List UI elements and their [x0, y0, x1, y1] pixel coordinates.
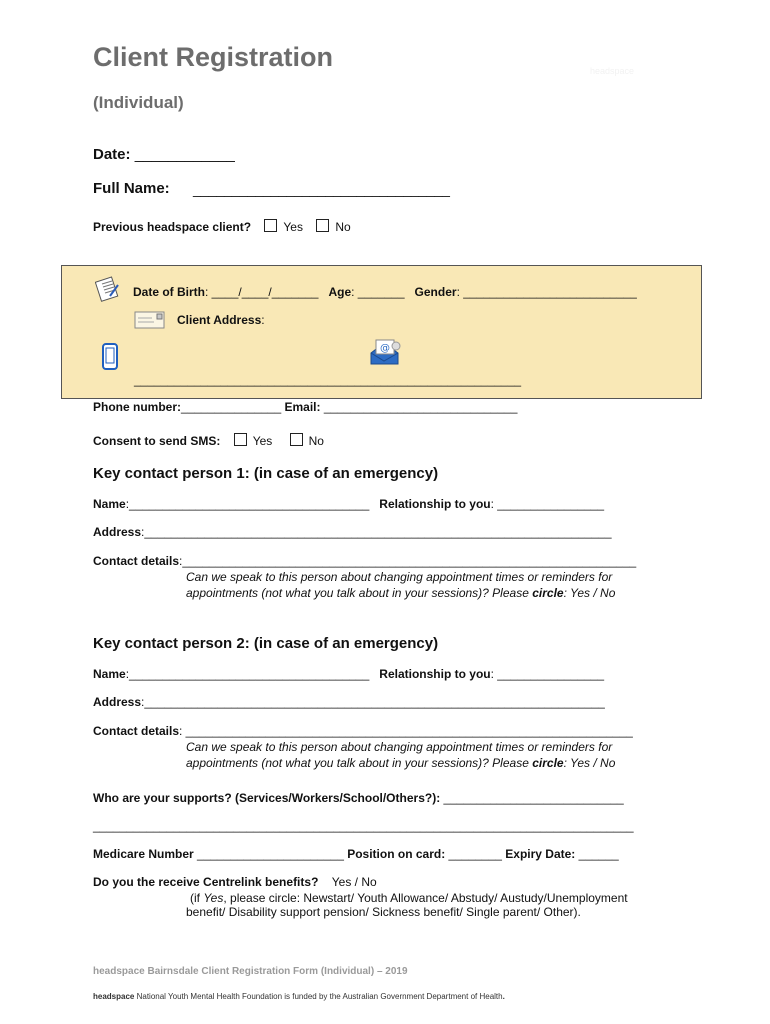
key-contact-1-address-field[interactable]: :______________________________________________________________________ [141, 525, 612, 539]
medicare-number-field[interactable]: ______________________ [193, 847, 348, 861]
email-field[interactable]: _____________________________ [323, 400, 518, 414]
medicare-expiry-label: Expiry Date: [505, 847, 576, 861]
key-contact-1-relationship-label: Relationship to you [379, 497, 491, 511]
phone-field[interactable]: _______________ [181, 400, 282, 414]
centrelink-detail-yes: Yes [203, 891, 224, 905]
key-contact-1-question-line1: Can we speak to this person about changing appointment times or reminders for [186, 570, 613, 584]
gender-label: Gender [414, 285, 457, 299]
key-contact-1-name-field[interactable]: :____________________________________ [125, 497, 370, 511]
client-address-colon: : [261, 313, 265, 327]
phone-email-row [93, 400, 517, 414]
key-contact-2-circle-word: circle [532, 756, 564, 770]
key-contact-1-relationship-field[interactable]: : ________________ [490, 497, 605, 511]
key-contact-1-contact-field[interactable]: :____________________________________________________________________ [179, 554, 637, 568]
footer-funding-text: National Youth Mental Health Foundation is funded by the Australian Government Department of Health [136, 992, 503, 1001]
footer-funding-end: . [502, 992, 505, 1001]
key-contact-1-address-label: Address [93, 525, 142, 539]
key-contact-1-contact-label: Contact details [93, 554, 180, 568]
key-contact-2-question-line1: Can we speak to this person about changing appointment times or reminders for [186, 740, 613, 754]
key-contact-2-options[interactable]: : Yes / No [563, 756, 616, 770]
mobile-phone-icon [101, 343, 119, 371]
previous-client-yes-checkbox[interactable] [264, 219, 277, 232]
footer-funding [93, 992, 505, 1001]
page-subtitle: (Individual) [93, 93, 184, 112]
svg-text:@: @ [380, 343, 390, 354]
dob-field[interactable]: : ____/____/_______ [205, 285, 319, 299]
key-contact-2-relationship-field[interactable]: : ________________ [490, 667, 605, 681]
page-title: Client Registration [93, 42, 334, 72]
key-contact-1-name-label: Name [93, 497, 126, 511]
key-contact-1-heading: Key contact person 1: (in case of an emergency) [93, 465, 439, 482]
supports-field-line2[interactable]: _________________________________________________________________________________ [93, 819, 634, 833]
client-address-field[interactable]: __________________________________________________________ [134, 373, 522, 387]
supports-field[interactable]: ___________________________ [440, 791, 624, 805]
centrelink-detail-prefix: (if [190, 891, 204, 905]
key-contact-1-question-line2 [186, 586, 615, 600]
consent-sms-no-label: No [308, 434, 324, 448]
centrelink-detail-line2[interactable]: benefit/ Disability support pension/ Sickness benefit/ Single parent/ Other). [186, 905, 581, 919]
key-contact-1-circle-word: circle [532, 586, 564, 600]
key-contact-2-contact-label: Contact details [93, 724, 180, 738]
key-contact-1-question-text: appointments (not what you talk about in your sessions)? Please [186, 586, 529, 600]
full-name-field[interactable]: _________________________________ [193, 181, 450, 197]
age-label: Age [328, 285, 352, 299]
key-contact-1-contact-row [93, 554, 636, 568]
dob-row [133, 285, 637, 299]
centrelink-detail-rest[interactable]: , please circle: Newstart/ Youth Allowance/ Abstudy/ Austudy/Unemployment [223, 891, 628, 905]
footer-brand: headspace [93, 992, 135, 1001]
medicare-row [93, 847, 619, 861]
key-contact-2-name-row [93, 667, 604, 681]
previous-client-yes-label: Yes [283, 220, 303, 234]
key-contact-2-relationship-label: Relationship to you [379, 667, 491, 681]
key-contact-2-address-label: Address [93, 695, 142, 709]
centrelink-question: Do you the receive Centrelink benefits? [93, 875, 319, 889]
full-name-label: Full Name: [93, 180, 170, 197]
key-contact-2-address-field[interactable]: :_____________________________________________________________________ [141, 695, 605, 709]
key-contact-2-contact-row [93, 724, 633, 738]
notepad-icon [95, 276, 121, 302]
key-contact-1-options[interactable]: : Yes / No [563, 586, 616, 600]
consent-sms-row [93, 433, 324, 448]
consent-sms-label: Consent to send SMS: [93, 434, 221, 448]
previous-client-label: Previous headspace client? [93, 220, 252, 234]
date-label: Date: [93, 146, 131, 163]
date-field[interactable]: ____________ [134, 146, 235, 163]
supports-label: Who are your supports? (Services/Workers/School/Others?): [93, 791, 441, 805]
date-row [93, 146, 235, 163]
faint-watermark: headspace [590, 66, 635, 76]
medicare-expiry-field[interactable]: ______ [575, 847, 619, 861]
centrelink-row [93, 875, 377, 889]
footer-form-name: headspace Bairnsdale Client Registration Form (Individual) – 2019 [93, 966, 408, 977]
age-field[interactable]: : _______ [351, 285, 405, 299]
key-contact-2-name-field[interactable]: :____________________________________ [125, 667, 370, 681]
consent-sms-yes-checkbox[interactable] [234, 433, 247, 446]
key-contact-2-address-row [93, 695, 605, 709]
phone-label: Phone number: [93, 400, 182, 414]
email-label: Email: [284, 400, 321, 414]
previous-client-row [93, 219, 351, 234]
key-contact-2-heading: Key contact person 2: (in case of an emergency) [93, 635, 439, 652]
previous-client-no-checkbox[interactable] [316, 219, 329, 232]
consent-sms-no-checkbox[interactable] [290, 433, 303, 446]
key-contact-2-contact-field[interactable]: : ___________________________________________________________________ [179, 724, 633, 738]
medicare-position-label: Position on card: [347, 847, 446, 861]
medicare-position-field[interactable]: ________ [445, 847, 506, 861]
supports-row [93, 791, 624, 805]
previous-client-no-label: No [335, 220, 351, 234]
key-contact-1-address-row [93, 525, 612, 539]
key-contact-2-question-text: appointments (not what you talk about in your sessions)? Please [186, 756, 529, 770]
medicare-number-label: Medicare Number [93, 847, 194, 861]
key-contact-2-name-label: Name [93, 667, 126, 681]
centrelink-detail-line1 [190, 891, 628, 905]
key-contact-1-name-row [93, 497, 604, 511]
client-address-label: Client Address [177, 313, 262, 327]
consent-sms-yes-label: Yes [252, 434, 273, 448]
email-icon [368, 337, 402, 367]
centrelink-options[interactable]: Yes / No [331, 875, 377, 889]
gender-field[interactable]: : __________________________ [456, 285, 637, 299]
dob-label: Date of Birth [133, 285, 205, 299]
address-card-icon [134, 310, 166, 330]
client-address-row [177, 313, 265, 327]
key-contact-2-question-line2 [186, 756, 615, 770]
